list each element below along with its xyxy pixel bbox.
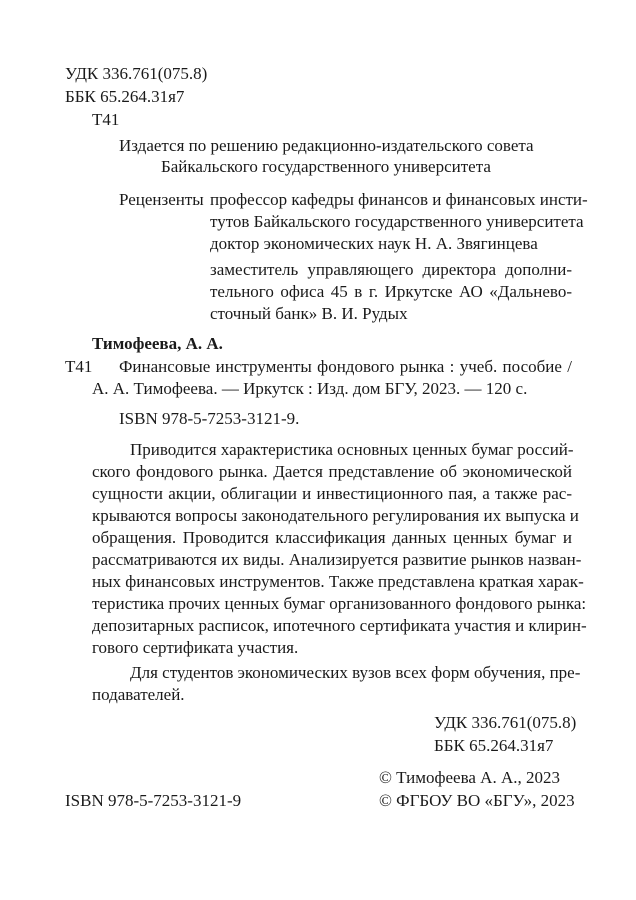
reviewer1-line: тутов Байкальского государственного университета — [210, 212, 584, 231]
footer-isbn: ISBN 978-5-7253-3121-9 — [65, 791, 242, 810]
bib-isbn: ISBN 978-5-7253-3121-9. — [119, 409, 300, 428]
publisher-note-line1: Издается по решению редакционно-издательского совета — [119, 136, 534, 155]
bib-line2: А. А. Тимофеева. — Иркутск : Изд. дом БГУ, 2023. — 120 с. — [92, 379, 528, 398]
abstract-line: депозитарных расписок, ипотечного сертификата участия и клирин- — [92, 616, 587, 635]
abstract-line: гового сертификата участия. — [92, 638, 299, 657]
reviewer2-line: заместитель управляющего директора дополни- — [210, 260, 572, 279]
audience-line: подавателей. — [92, 685, 185, 704]
reviewer1-line: доктор экономических наук Н. А. Звягинцева — [210, 234, 538, 253]
reviewer2-line: тельного офиса 45 в г. Иркутске АО «Дальнево- — [210, 282, 572, 301]
reviewer1-line: профессор кафедры финансов и финансовых инсти- — [210, 190, 588, 209]
audience-line: Для студентов экономических вузов всех форм обучения, пре- — [130, 663, 581, 682]
abstract-line: ных финансовых инструментов. Также представлена краткая харак- — [92, 572, 584, 591]
copyright-author: © Тимофеева А. А., 2023 — [379, 768, 560, 787]
udk-code: УДК 336.761(075.8) — [65, 64, 208, 83]
reviewers-label: Рецензенты — [119, 190, 204, 209]
abstract-line: обращения. Проводится классификация данных ценных бумаг и — [92, 528, 572, 547]
copyright-org: © ФГБОУ ВО «БГУ», 2023 — [379, 791, 575, 810]
book-author: Тимофеева, А. А. — [92, 334, 223, 353]
bib-line1: Финансовые инструменты фондового рынка : учеб. пособие / — [119, 357, 572, 376]
bottom-bbk-code: ББК 65.264.31я7 — [434, 736, 554, 755]
bib-mark: Т41 — [65, 357, 93, 376]
bottom-udk-code: УДК 336.761(075.8) — [434, 713, 577, 732]
bbk-code: ББК 65.264.31я7 — [65, 87, 185, 106]
abstract-line: Приводится характеристика основных ценных бумаг россий- — [130, 440, 574, 459]
reviewer2-line: сточный банк» В. И. Рудых — [210, 304, 408, 323]
abstract-line: сущности акции, облигации и инвестиционного пая, а также рас- — [92, 484, 572, 503]
abstract-line: теристика прочих ценных бумаг организованного фондового рынка: — [92, 594, 587, 613]
abstract-line: рассматриваются их виды. Анализируется развитие рынков назван- — [92, 550, 582, 569]
publisher-note-line2: Байкальского государственного университета — [161, 157, 491, 176]
abstract-line: крываются вопросы законодательного регулирования их выпуска и — [92, 506, 579, 525]
abstract-line: ского фондового рынка. Дается представление об экономической — [92, 462, 572, 481]
author-mark: Т41 — [92, 110, 120, 129]
